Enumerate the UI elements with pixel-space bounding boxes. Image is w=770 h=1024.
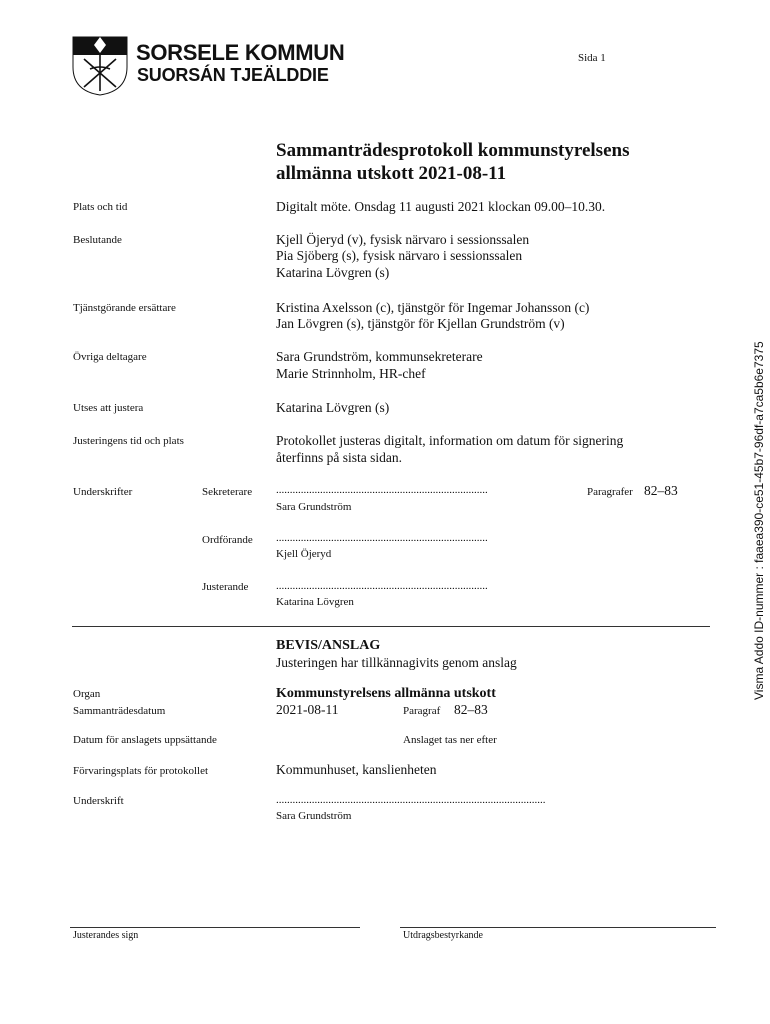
document-title-line1: Sammanträdesprotokoll kommunstyrelsens (276, 140, 630, 161)
paragrafer-label: Paragrafer (587, 486, 633, 498)
underskrift-label: Underskrift (73, 795, 124, 807)
field-value-beslutande-3: Katarina Lövgren (s) (276, 265, 390, 280)
page-number: Sida 1 (578, 52, 606, 64)
field-value-ovriga-1: Sara Grundström, kommunsekreterare (276, 349, 483, 364)
forvaring-value: Kommunhuset, kanslienheten (276, 762, 437, 777)
footer-justerandes-sign: Justerandes sign (73, 930, 139, 941)
field-label-ersattare: Tjänstgörande ersättare (73, 302, 176, 314)
signature-line-justerande[interactable]: ............................................................................. (276, 580, 488, 592)
organ-value: Kommunstyrelsens allmänna utskott (276, 686, 496, 701)
municipality-logo (70, 35, 130, 97)
signature-role-sekreterare: Sekreterare (202, 486, 253, 498)
field-value-ovriga-2: Marie Strinnholm, HR-chef (276, 366, 426, 381)
signature-line-sekreterare[interactable]: ............................................................................. (276, 484, 488, 496)
field-value-ersattare-2: Jan Lövgren (s), tjänstgör för Kjellan Grundström (v) (276, 316, 565, 331)
field-label-beslutande: Beslutande (73, 234, 122, 246)
signatures-label: Underskrifter (73, 486, 133, 498)
field-value-ersattare-1: Kristina Axelsson (c), tjänstgör för Ingemar Johansson (c) (276, 300, 590, 315)
field-value-justeringens-2: återfinns på sista sidan. (276, 450, 402, 465)
field-value-justeringens-1: Protokollet justeras digitalt, information om datum för signering (276, 433, 624, 448)
signature-role-justerande: Justerande (202, 581, 249, 593)
paragrafer-value: 82–83 (644, 483, 678, 498)
coat-of-arms-icon (70, 35, 130, 97)
signature-name-ordforande: Kjell Öjeryd (276, 548, 332, 560)
field-label-justeringens: Justeringens tid och plats (73, 435, 184, 447)
footer-rule-right (400, 927, 716, 928)
paragraf-value: 82–83 (454, 702, 488, 717)
organ-label: Organ (73, 688, 101, 700)
org-name: SORSELE KOMMUN (136, 40, 345, 65)
signature-name-justerande: Katarina Lövgren (276, 596, 354, 608)
bevis-heading: BEVIS/ANSLAG (276, 638, 381, 653)
datum-value: 2021-08-11 (276, 702, 339, 717)
side-document-id: Visma Addo ID-nummer : faaea390-ce51-45b7-96df-a7ca5b6e7375 (752, 341, 766, 700)
field-label-ovriga: Övriga deltagare (73, 351, 147, 363)
forvaring-label: Förvaringsplats för protokollet (73, 765, 209, 777)
field-value-justera: Katarina Lövgren (s) (276, 400, 390, 415)
paragraf-label: Paragraf (403, 705, 441, 717)
field-value-plats: Digitalt möte. Onsdag 11 augusti 2021 klockan 09.00–10.30. (276, 199, 606, 214)
footer-utdragsbestyrkande: Utdragsbestyrkande (403, 930, 483, 941)
datum-label: Sammanträdesdatum (73, 705, 166, 717)
field-value-beslutande-2: Pia Sjöberg (s), fysisk närvaro i sessionssalen (276, 248, 523, 263)
underskrift-name: Sara Grundström (276, 810, 352, 822)
document-title-line2: allmänna utskott 2021-08-11 (276, 163, 507, 184)
field-label-plats: Plats och tid (73, 201, 128, 213)
anslag-ner-label: Anslaget tas ner efter (403, 734, 497, 746)
signature-line-ordforande[interactable]: ............................................................................. (276, 532, 488, 544)
underskrift-line[interactable]: .................................................................................................. (276, 794, 546, 806)
field-label-justera: Utses att justera (73, 402, 144, 414)
footer-rule-left (70, 927, 360, 928)
bevis-subheading: Justeringen har tillkännagivits genom anslag (276, 655, 517, 670)
anslag-label: Datum för anslagets uppsättande (73, 734, 217, 746)
signature-name-sekreterare: Sara Grundström (276, 501, 352, 513)
field-value-beslutande-1: Kjell Öjeryd (v), fysisk närvaro i sessionssalen (276, 232, 530, 247)
org-name-sami: SUORSÁN TJEÄLDDIE (137, 65, 329, 85)
signature-role-ordforande: Ordförande (202, 534, 253, 546)
section-divider (72, 626, 710, 627)
